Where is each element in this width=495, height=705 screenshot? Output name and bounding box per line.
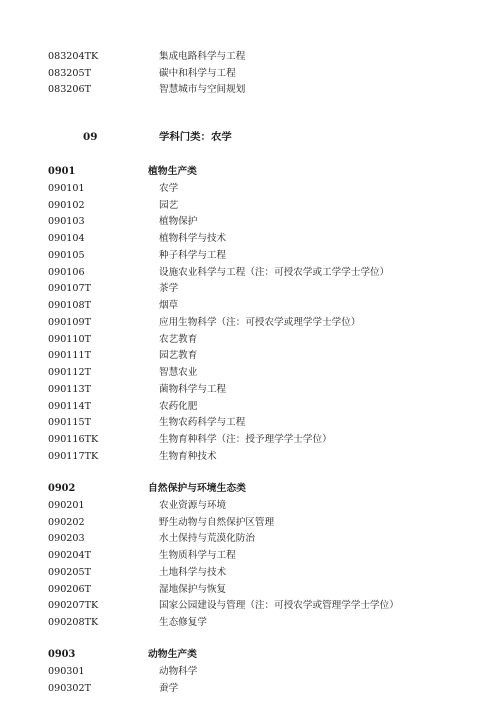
- major-row-name: 茶学: [159, 283, 179, 294]
- major-row-name: 碳中和科学与工程: [159, 68, 236, 79]
- major-row-code: 090107T: [48, 283, 92, 294]
- group-heading-name: 动物生产类: [148, 649, 197, 660]
- major-row: [0, 548, 495, 564]
- group-heading-code: 0903: [48, 649, 76, 660]
- major-row: [0, 681, 495, 697]
- major-row-name: 土地科学与技术: [159, 567, 227, 578]
- major-row-name: 野生动物与自然保护区管理: [159, 517, 275, 528]
- category-heading-code: 09: [83, 131, 98, 143]
- major-row-name: 智慧农业: [159, 367, 198, 378]
- group-heading-code: 0901: [48, 166, 76, 177]
- major-row: [0, 382, 495, 398]
- group-heading-name: 自然保护与环境生态类: [148, 483, 246, 494]
- major-row-name: 农业资源与环境: [159, 500, 227, 511]
- major-row: [0, 664, 495, 680]
- major-row: [0, 82, 495, 98]
- major-row-name: 农学: [159, 183, 179, 194]
- major-row-code: 090117TK: [48, 451, 99, 462]
- group-heading-code: 0902: [48, 483, 76, 494]
- major-row: [0, 66, 495, 82]
- major-row: [0, 248, 495, 264]
- category-heading: [0, 128, 495, 146]
- major-row-name: 国家公园建设与管理（注：可授农学或管理学学士学位）: [159, 600, 399, 611]
- major-row-name: 种子科学与工程: [159, 250, 227, 261]
- major-row: [0, 298, 495, 314]
- major-row-code: 090106: [48, 267, 85, 278]
- major-row-name: 农艺教育: [159, 334, 198, 345]
- major-row: [0, 531, 495, 547]
- major-row: [0, 582, 495, 598]
- group-heading: [0, 481, 495, 497]
- major-row-code: 090204T: [48, 550, 92, 561]
- major-row-name: 应用生物科学（注：可授农学或理学学士学位）: [159, 317, 361, 328]
- major-row-name: 菌物科学与工程: [159, 384, 227, 395]
- major-row: [0, 498, 495, 514]
- major-row-code: 090108T: [48, 300, 92, 311]
- major-row-code: 090102: [48, 200, 85, 211]
- major-row-code: 083204TK: [48, 51, 99, 62]
- major-row-code: 090110T: [48, 334, 92, 345]
- major-row: [0, 49, 495, 65]
- major-row-name: 烟草: [159, 300, 179, 311]
- group-heading: [0, 164, 495, 180]
- major-row-code: 090115T: [48, 417, 92, 428]
- major-row-name: 园艺: [159, 200, 179, 211]
- major-row: [0, 315, 495, 331]
- major-row-code: 090116TK: [48, 434, 99, 445]
- major-row: [0, 332, 495, 348]
- major-row-code: 090301: [48, 666, 85, 677]
- major-row-name: 农药化肥: [159, 401, 198, 412]
- major-row-name: 生物质科学与工程: [159, 550, 236, 561]
- major-row-code: 090302T: [48, 683, 92, 694]
- major-row-name: 生物育种科学（注：授予理学学士学位）: [159, 434, 332, 445]
- major-row-name: 蚕学: [159, 683, 179, 694]
- major-row-name: 生态修复学: [159, 617, 207, 628]
- major-row-name: 水土保持与荒漠化防治: [159, 533, 255, 544]
- major-row-code: 090208TK: [48, 617, 99, 628]
- major-row-code: 090203: [48, 533, 85, 544]
- major-row-name: 智慧城市与空间规划: [159, 84, 246, 95]
- major-row: [0, 231, 495, 247]
- major-row-code: 090206T: [48, 584, 92, 595]
- major-row-code: 090113T: [48, 384, 92, 395]
- major-row: [0, 615, 495, 631]
- major-row-code: 090112T: [48, 367, 92, 378]
- major-row-code: 090205T: [48, 567, 92, 578]
- major-row-code: 090202: [48, 517, 85, 528]
- major-row-code: 090101: [48, 183, 85, 194]
- major-row-code: 083205T: [48, 68, 92, 79]
- category-heading-name: 学科门类：农学: [159, 131, 232, 143]
- major-row: [0, 214, 495, 230]
- major-row: [0, 181, 495, 197]
- major-row-code: 090114T: [48, 401, 92, 412]
- major-row-code: 090105: [48, 250, 85, 261]
- major-row: [0, 265, 495, 281]
- major-row: [0, 365, 495, 381]
- major-row-code: 090207TK: [48, 600, 99, 611]
- major-row-code: 090103: [48, 216, 85, 227]
- major-row-name: 园艺教育: [159, 350, 198, 361]
- major-row-name: 动物科学: [159, 666, 198, 677]
- major-row-code: 090104: [48, 233, 85, 244]
- major-row-name: 生物育种技术: [159, 451, 217, 462]
- major-row: [0, 348, 495, 364]
- major-row: [0, 281, 495, 297]
- major-row: [0, 415, 495, 431]
- major-row: [0, 598, 495, 614]
- major-row-name: 植物科学与技术: [159, 233, 227, 244]
- major-row-code: 090109T: [48, 317, 92, 328]
- major-row-code: 083206T: [48, 84, 92, 95]
- major-row-code: 090111T: [48, 350, 92, 361]
- major-row: [0, 515, 495, 531]
- group-heading-name: 植物生产类: [148, 166, 197, 177]
- major-row-code: 090201: [48, 500, 85, 511]
- major-row-name: 集成电路科学与工程: [159, 51, 246, 62]
- group-heading: [0, 647, 495, 663]
- major-row: [0, 198, 495, 214]
- major-row-name: 生物农药科学与工程: [159, 417, 246, 428]
- major-row-name: 设施农业科学与工程（注：可授农学或工学学士学位）: [159, 267, 390, 278]
- major-row-name: 湿地保护与恢复: [159, 584, 227, 595]
- major-row: [0, 449, 495, 465]
- major-row: [0, 432, 495, 448]
- major-row-name: 植物保护: [159, 216, 198, 227]
- major-row: [0, 399, 495, 415]
- major-row: [0, 565, 495, 581]
